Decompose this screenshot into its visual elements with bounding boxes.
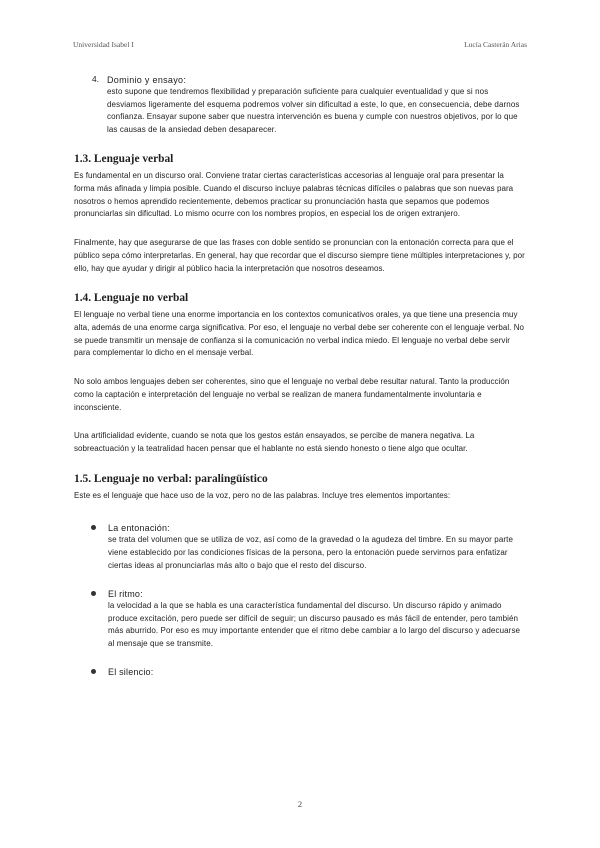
paragraph: El lenguaje no verbal tiene una enorme importancia en los contextos comunicativos orales, ya que tiene una presencia muy alta, además de una enorme carga significativa. Por eso, el lenguaje no verbal debe ser coherente con el lenguaje verbal. No se puede transmitir un mensaje de confianza si la comunicación no verbal indica miedo. El lenguaje no verbal debe servir para complementar lo dicho en el mensaje verbal. [74,310,525,358]
bullet-dot-icon [91,669,96,674]
bullet-text: la velocidad a la que se habla es una característica fundamental del discurso. Un discurso rápido y animado produce excitación, pero puede ser difícil de seguir; un discurso pausado es más fácil de entender, pero también más aburrido. Por eso es muy importante entender que el ritmo debe cambiar a lo largo del discurso y adecuarse al mensaje que se transmite. [108,601,521,648]
bullet-list [74,522,526,678]
paragraph: Es fundamental en un discurso oral. Conviene tratar ciertas características accesorias al lenguaje oral para presentar la forma más afinada y limpia posible. Cuando el discurso incluye palabras técnicas difíciles o palabras que son nuevas para nosotros o hemos aprendido recientemente, debemos practicar su pronunciación hasta que sepamos que podemos pronunciarlas sin dificultad. Lo mismo ocurre con los nombres propios, en especial los de origen extranjero. [74,171,514,219]
page-content [74,74,526,694]
bullet-label: La entonación: [108,523,170,534]
section-title-lenguaje-verbal: 1.3. Lenguaje verbal [74,153,174,166]
numbered-item-4 [92,74,526,136]
page-number: 2 [297,799,303,809]
section-title-paralinguistico: 1.5. Lenguaje no verbal: paralingüístico [74,472,268,485]
item-number: 4. [92,74,99,84]
list-item [91,588,526,650]
list-item [91,522,526,572]
paragraph: Finalmente, hay que asegurarse de que las frases con doble sentido se pronuncian con la entonación correcta para que el público sepa cómo interpretarlas. En general, hay que recordar que el discurso siempre tiene múltiples interpretaciones y, por ello, hay que ayudar y dirigir al público hacia la interpretación que nosotros deseamos. [74,238,525,273]
section-title-lenguaje-no-verbal: 1.4. Lenguaje no verbal [74,292,189,305]
item-text: esto supone que tendremos flexibilidad y preparación suficiente para cualquier eventualidad y que si nos desviamos ligeramente del esquema podremos volver sin dificultad a este, lo que, en consecuencia, debe darnos confianza. Ensayar supone saber que nuestra intervención es buena y cumple con nuestros objetivos, por lo que las causas de la ansiedad deben desaparecer. [107,87,520,134]
list-item [91,666,526,678]
item-label: Dominio y ensayo: [107,75,187,85]
bullet-dot-icon [91,525,96,530]
header-left: Universidad Isabel I [73,40,134,49]
paragraph: Una artificialidad evidente, cuando se nota que los gestos están ensayados, se percibe de manera negativa. La sobreactuación y la teatralidad hacen pensar que el hablante no está siendo honesto o tiene algo que ocultar. [74,431,475,453]
bullet-text: se trata del volumen que se utiliza de voz, así como de la gravedad o la agudeza del timbre. En su mayor parte viene establecido por las condiciones físicas de la persona, pero la entonación puede servirnos para enfatizar ciertas ideas al pronunciarlas más alto o bajo que el resto del discurso. [108,535,513,570]
bullet-label: El ritmo: [108,589,143,600]
paragraph: No solo ambos lenguajes deben ser coherentes, sino que el lenguaje no verbal debe resultar natural. Tanto la producción como la captación e interpretación del lenguaje no verbal se realizan de manera fundamentalmente involuntaria e inconsciente. [74,377,510,412]
paragraph: Este es el lenguaje que hace uso de la voz, pero no de las palabras. Incluye tres elementos importantes: [74,490,451,500]
header-right: Lucía Casterán Arias [464,40,527,49]
bullet-label: El silencio: [108,667,154,678]
bullet-dot-icon [91,591,96,596]
